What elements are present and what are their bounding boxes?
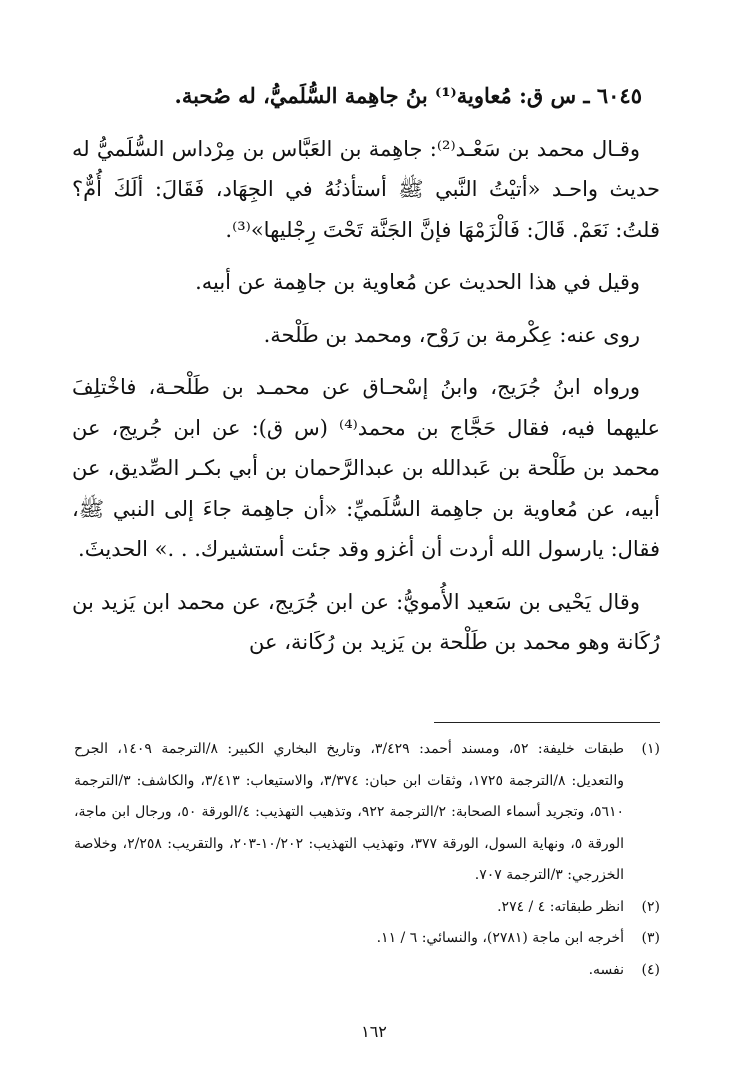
footnote bbox=[74, 955, 660, 987]
main-text bbox=[72, 76, 660, 675]
paragraph-ibn-jurayj: ورواه ابنُ جُرَيج، وابنُ إسْحـاق عن محمـد بن طَلْحـة، فاخْتلِفَ عليهما فيه، فقال حَجَّاج بن محمد⁽⁴⁾ (س ق): عن ابن جُريج، عن محمد بن طَلْحة بن عَبدالله بن عبدالرَّحمان بن أبي بكـر الصِّديق، عن أبيه، عن مُعاوية بن جاهِمة السُّلَميِّ: «أن جاهِمة جاءَ إلى النبي ﷺ، فقال: يارسول الله أردت أن أغزو وقد جئت أستشيرك. . .» الحديثَ. bbox=[72, 375, 661, 561]
footnotes bbox=[74, 734, 660, 986]
paragraph-variant: وقيل في هذا الحديث عن مُعاوية بن جاهِمة عن أبيه. bbox=[195, 270, 640, 294]
entry-heading: ٦٠٤٥ ـ س ق: مُعاوية⁽¹⁾ بنُ جاهِمة السُّلَميُّ، له صُحبة. bbox=[174, 83, 642, 108]
paragraph-narrators: روى عنه: عِكْرمة بن رَوْح، ومحمد بن طَلْحة. bbox=[263, 322, 640, 347]
page-number: ١٦٢ bbox=[361, 1022, 387, 1041]
footnote-divider bbox=[434, 722, 660, 723]
footnote-text: أخرجه ابن ماجة (٢٧٨١)، والنسائي: ٦ / ١١. bbox=[376, 930, 624, 946]
footnote bbox=[74, 923, 660, 955]
paragraph-yahya: وقال يَحْيى بن سَعيد الأُمويُّ: عن ابن جُرَيج، عن محمد ابن يَزيد بن رُكَانة وهو محمد بن طَلْحة بن يَزيد بن رُكَانة، عن bbox=[72, 589, 660, 654]
footnote-text: طبقات خليفة: ٥٢، ومسند أحمد: ٣/٤٢٩، وتاريخ البخاري الكبير: ٨/الترجمة ١٤٠٩، الجرح والتعديل: ٨/الترجمة ١٧٢٥، وثقات ابن حبان: ٣/٣٧٤، والاستيعاب: ٣/٤١٣، والكاشف: ٣/الترجمة ٥٦١٠، وتجريد أسماء الصحابة: ٢/الترجمة ٩٢٢، وتذهيب التهذيب: ٤/الورقة ٥٠، ورجال ابن ماجة، الورقة ٥، ونهاية السول، الورقة ٣٧٧، وتهذيب التهذيب: ١٠/٢٠٢-٢٠٣، والتقريب: ٢/٢٥٨، وخلاصة الخزرجي: ٣/الترجمة ٧٠٧. bbox=[74, 741, 625, 883]
footnote-number: (٣) bbox=[641, 930, 660, 946]
footnote-number: (٤) bbox=[641, 961, 660, 978]
footnote-text: انظر طبقاته: ٤ / ٢٧٤. bbox=[497, 898, 624, 915]
footnote bbox=[74, 734, 660, 892]
paragraph-ibn-sad: وقـال محمد بن سَعْـد⁽²⁾: جاهِمة بن العَبَّاس بن مِرْداس السُّلَميُّ له حديث واحـد «أتيْتُ النَّبي ﷺ أستأذنُهُ في الجِهَاد، فَقَالَ: ألَكَ أُمٌّ؟ قلتُ: نَعَمْ. قَالَ: فَالْزَمْهَا فإنَّ الجَنَّة تَحْتَ رِجْليها»⁽³⁾. bbox=[72, 136, 660, 242]
footnote-number: (٢) bbox=[641, 898, 660, 915]
footnote-text: نفسه. bbox=[588, 961, 624, 978]
footnote bbox=[74, 892, 660, 924]
footnote-number: (١) bbox=[641, 741, 660, 757]
